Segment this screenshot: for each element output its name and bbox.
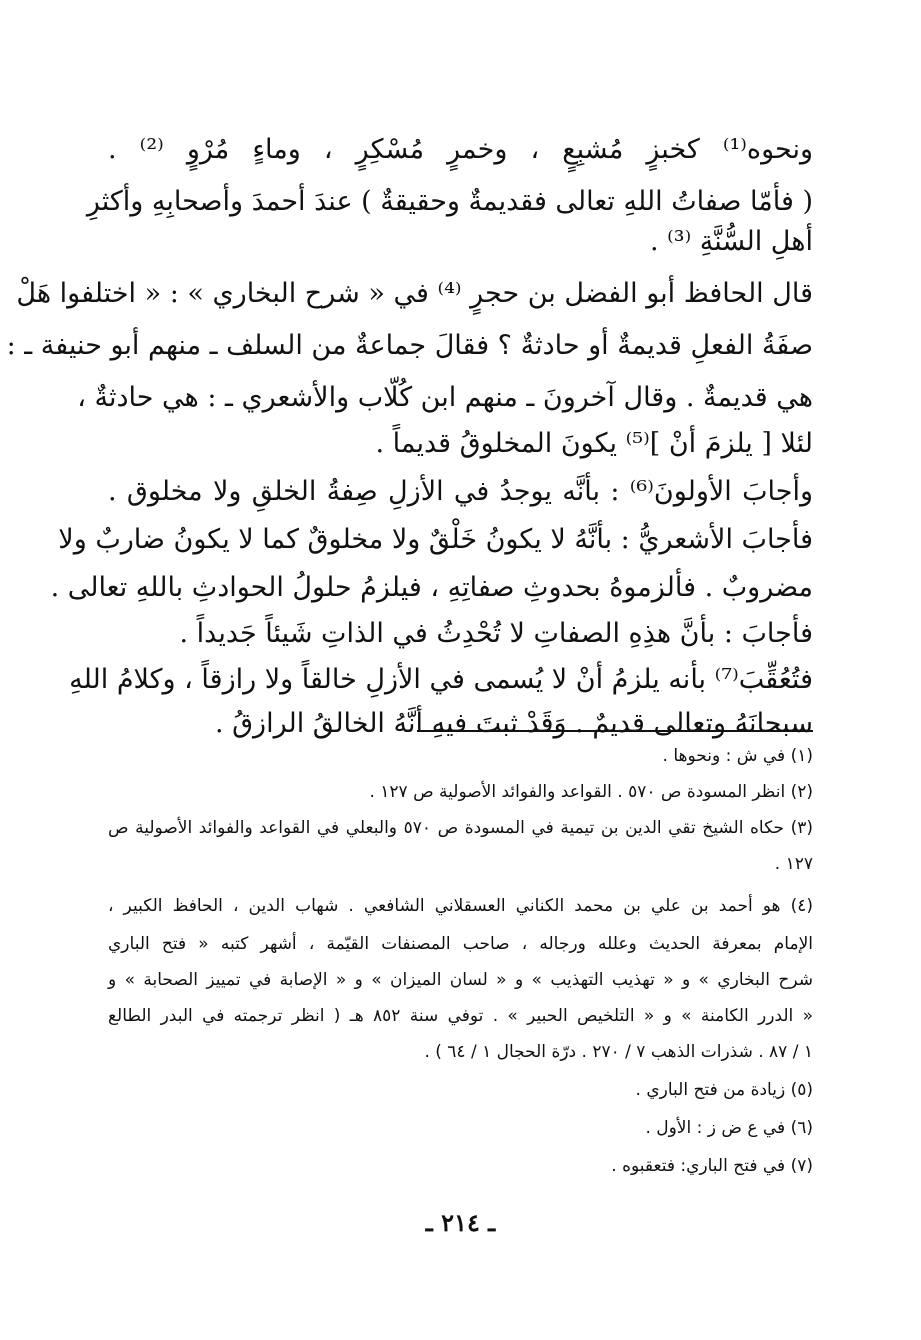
footnote-continuation: ١ / ٨٧ . شذرات الذهب ٧ / ٢٧٠ . درّة الحجال ١ / ٦٤ ) . xyxy=(424,1042,813,1062)
footnote: (١) في ش : ونحوها . xyxy=(662,746,813,766)
footnote: (٣) حكاه الشيخ تقي الدين بن تيمية في المسودة ص ٥٧٠ والبعلي في القواعد والفوائد الأصولية ص xyxy=(108,818,813,838)
body-line: قال الحافظ أبو الفضل بن حجرٍ ⁽⁴⁾ في « شرح البخاري » : « اختلفوا هَلْ xyxy=(16,278,813,309)
body-line: هي قديمةٌ . وقال آخرونَ ـ منهم ابن كُلّاب والأشعري ـ : هي حادثةٌ ، xyxy=(77,382,813,413)
page-number: ـ ٢١٤ ـ xyxy=(425,1208,496,1237)
body-line: وأجابَ الأولونَ⁽⁶⁾ : بأنَّه يوجدُ في الأزلِ صِفةُ الخلقِ ولا مخلوق . xyxy=(108,476,814,507)
body-line: سبحانَهُ وتعالى قديمٌ . وَقَدْ ثبتَ فيهِ أنَّهُ الخالقُ الرازقُ . xyxy=(214,708,813,739)
footnote: (٦) في ع ض ز : الأول . xyxy=(645,1118,813,1138)
body-line: مضروبٌ . فألزموهُ بحدوثِ صفاتِهِ ، فيلزمُ حلولُ الحوادثِ باللهِ تعالى . xyxy=(50,572,813,603)
footnote: (٢) انظر المسودة ص ٥٧٠ . القواعد والفوائد الأصولية ص ١٢٧ . xyxy=(369,782,813,802)
body-line: ونحوه⁽¹⁾ كخبزٍ مُشبِعٍ ، وخمرٍ مُسْكِرٍ ، وماءٍ مُرْوٍ ⁽²⁾ . xyxy=(108,134,814,165)
footnote-separator xyxy=(417,730,813,732)
footnote-continuation: شرح البخاري » و « تهذيب التهذيب » و « لسان الميزان » و « الإصابة في تمييز الصحابة » و xyxy=(108,970,813,990)
body-line: لئلا [ يلزمَ أنْ ]⁽⁵⁾ يكونَ المخلوقُ قديماً . xyxy=(375,428,813,459)
body-line: فأجابَ : بأنَّ هذِهِ الصفاتِ لا تُحْدِثُ في الذاتِ شَيئاً جَديداً . xyxy=(179,618,813,649)
footnote-continuation: الإمام بمعرفة الحديث وعلله ورجاله ، صاحب المصنفات القيّمة ، أشهر كتبه « فتح الباري xyxy=(108,934,813,954)
footnote: (٥) زيادة من فتح الباري . xyxy=(635,1080,813,1100)
footnote: (٧) في فتح الباري: فتعقبوه . xyxy=(611,1156,813,1176)
body-line: فتُعُقِّبَ⁽⁷⁾ بأنه يلزمُ أنْ لا يُسمى في الأزلِ خالقاً ولا رازقاً ، وكلامُ اللهِ xyxy=(69,664,813,695)
body-line: ( فأمّا صفاتُ اللهِ تعالى فقديمةٌ وحقيقةٌ ) عندَ أحمدَ وأصحابِهِ وأكثرِ xyxy=(86,186,813,217)
body-line: فأجابَ الأشعريُّ : بأنَّهُ لا يكونُ خَلْقٌ ولا مخلوقٌ كما لا يكونُ ضاربٌ ولا xyxy=(58,524,813,555)
footnote: (٤) هو أحمد بن علي بن محمد الكناني العسقلاني الشافعي . شهاب الدين ، الحافظ الكبير ، xyxy=(108,896,813,916)
body-line: أهلِ السُّنَّةِ ⁽³⁾ . xyxy=(649,226,813,257)
footnote-continuation: « الدرر الكامنة » و « التلخيص الحبير » . توفي سنة ٨٥٢ هـ ( انظر ترجمته في البدر الطالع xyxy=(108,1006,813,1026)
footnote-continuation: ١٢٧ . xyxy=(774,854,813,874)
body-line: صفَةُ الفعلِ قديمةٌ أو حادثةٌ ؟ فقالَ جماعةٌ من السلف ـ منهم أبو حنيفة ـ : xyxy=(6,330,813,361)
